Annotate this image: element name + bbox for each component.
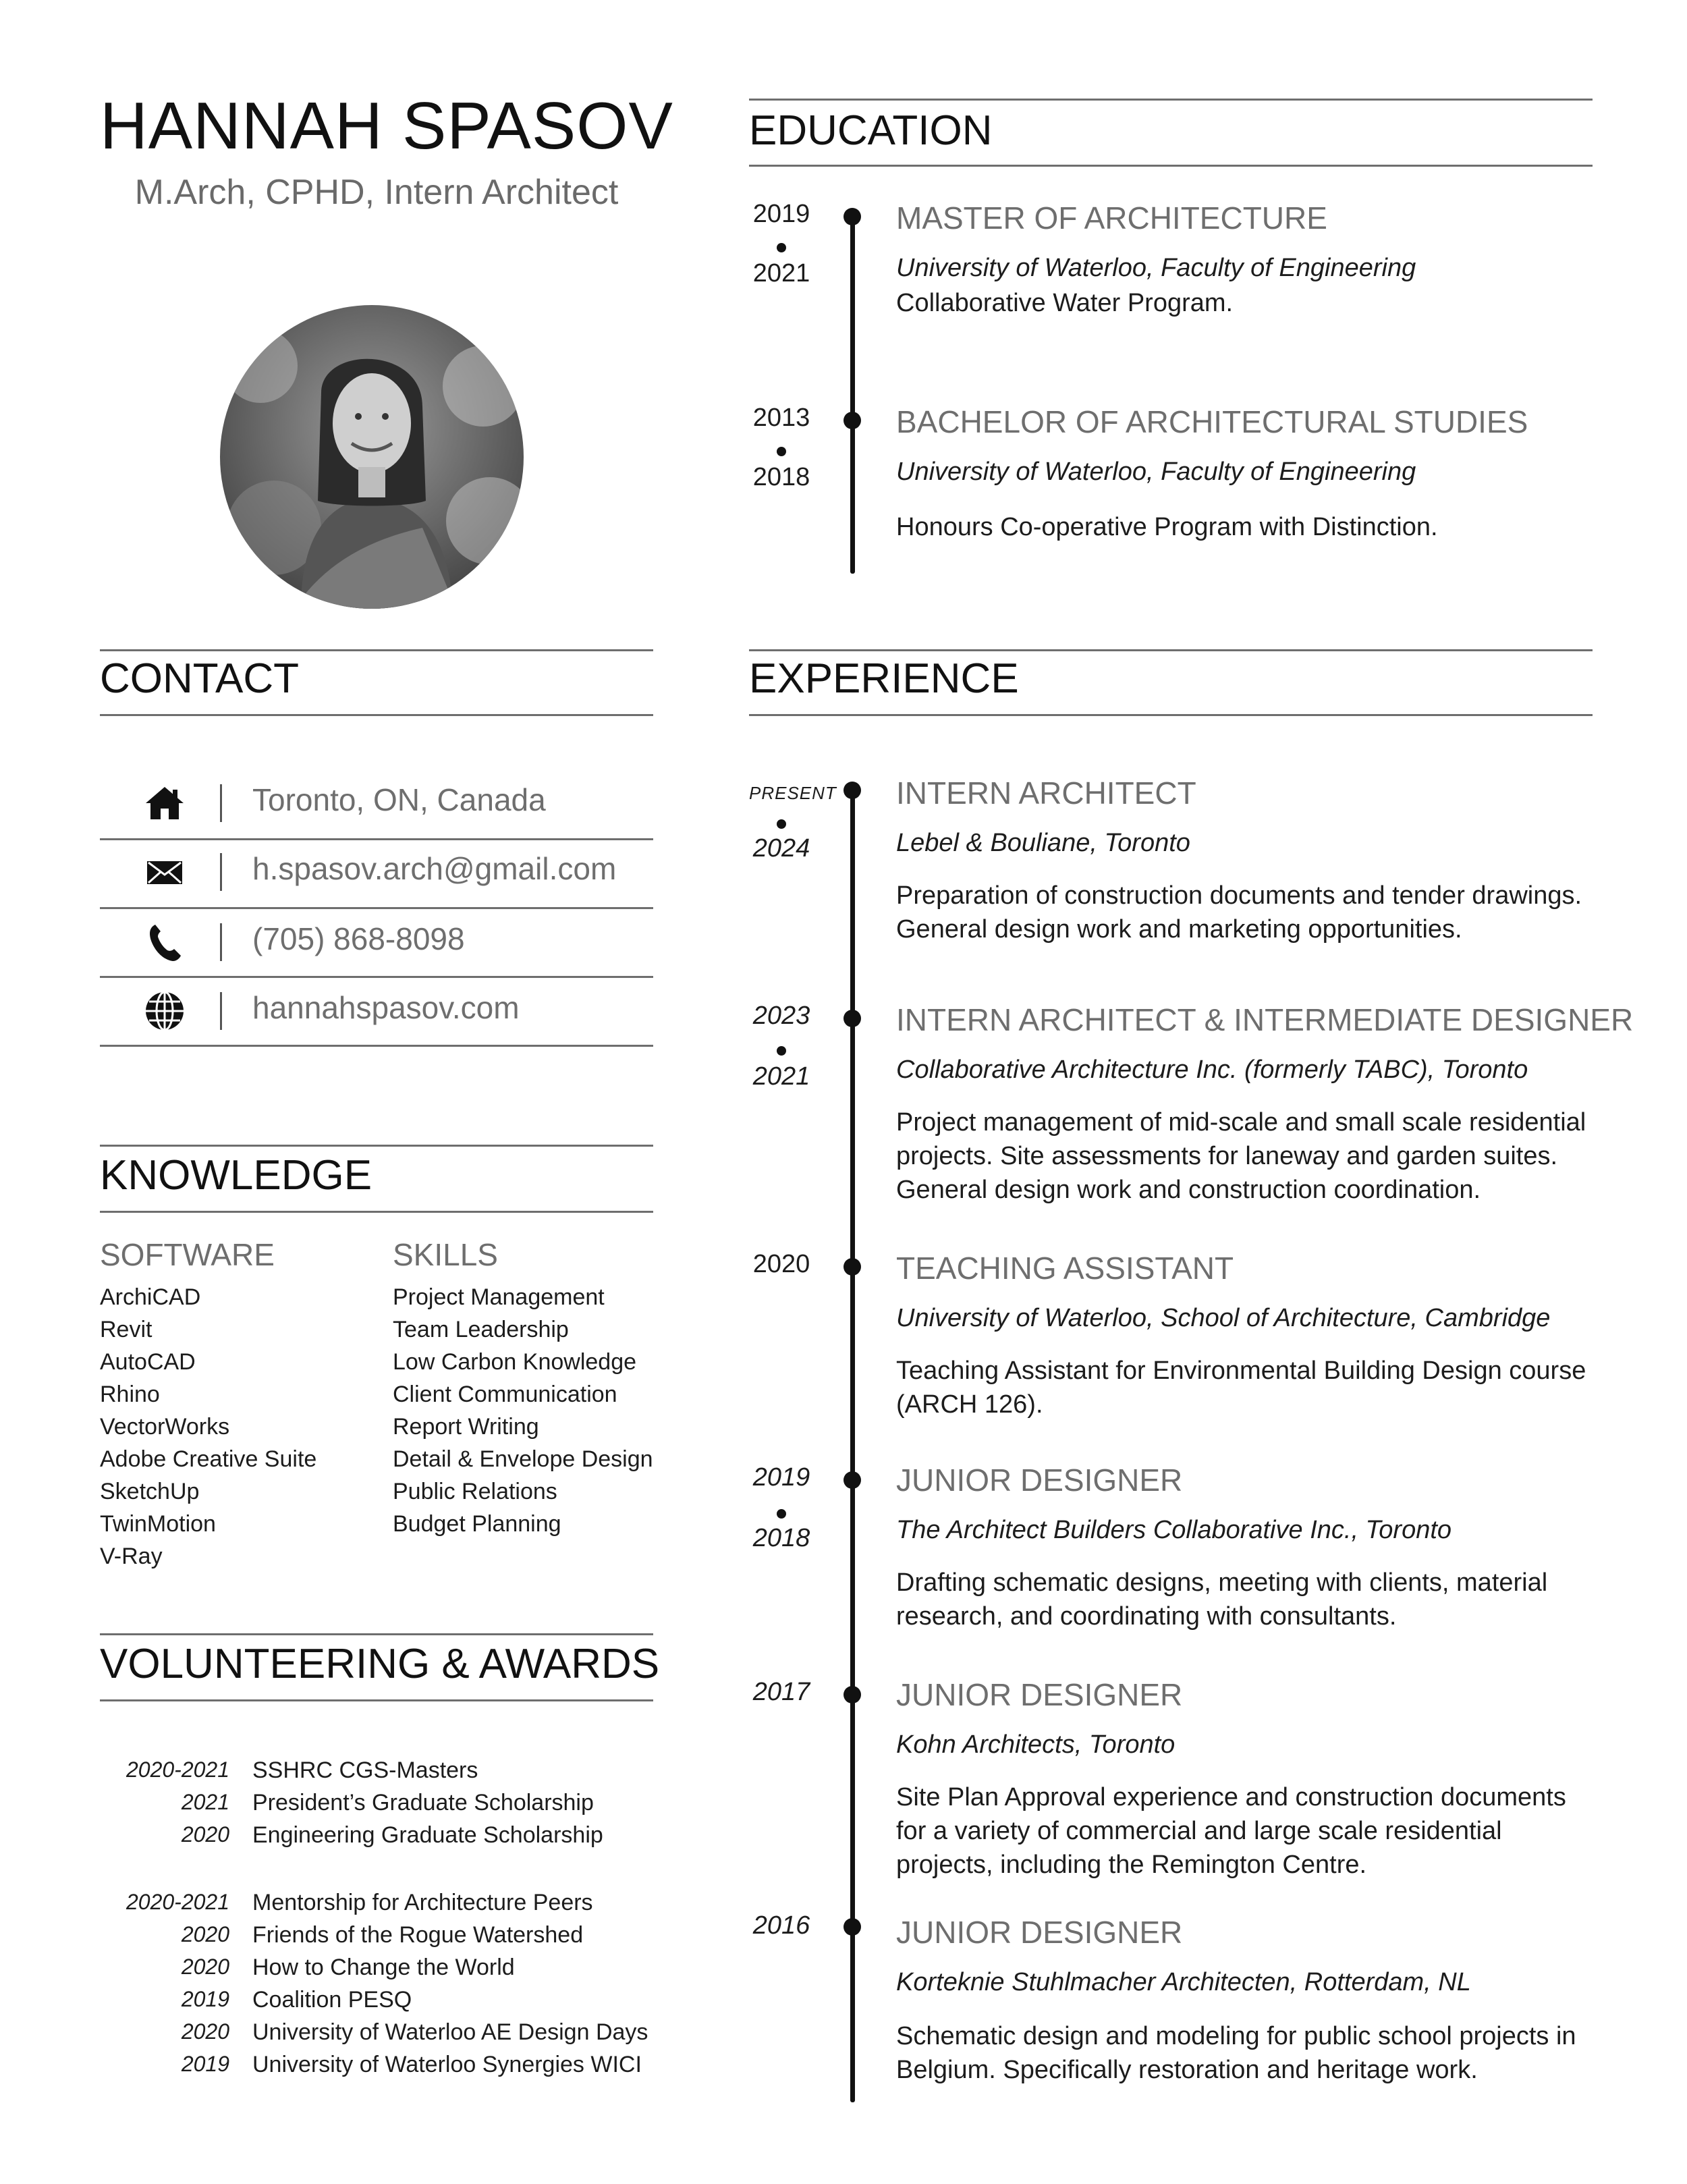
education-year-end: 2018 <box>752 463 810 491</box>
experience-year-end: 2024 <box>752 834 810 863</box>
volunteering-name: Friends of the Rogue Watershed <box>252 1922 584 1948</box>
volunteering-row <box>100 1987 667 2019</box>
award-name: President’s Graduate Scholarship <box>252 1790 594 1816</box>
list-item: Report Writing <box>393 1414 539 1440</box>
contact-top-rule <box>100 649 653 651</box>
globe-icon <box>143 989 186 1033</box>
education-heading: EDUCATION <box>749 107 993 154</box>
education-bottom-rule <box>749 165 1593 167</box>
year-separator-dot <box>777 819 786 829</box>
phone-icon <box>143 921 186 964</box>
contact-address <box>100 769 653 837</box>
list-item: Rhino <box>100 1382 160 1407</box>
volunteering-year: 2019 <box>181 2052 229 2076</box>
award-name: SSHRC CGS-Masters <box>252 1757 478 1783</box>
year-separator-dot <box>777 447 786 456</box>
contact-email[interactable] <box>100 838 653 906</box>
timeline-dot <box>844 782 861 799</box>
list-item: SketchUp <box>100 1479 200 1504</box>
experience-title: JUNIOR DESIGNER <box>896 1915 1183 1950</box>
award-row <box>100 1790 667 1822</box>
home-icon <box>143 782 186 825</box>
volunteering-row <box>100 2052 667 2084</box>
experience-title: JUNIOR DESIGNER <box>896 1677 1183 1712</box>
volunteering-name: University of Waterloo AE Design Days <box>252 2019 648 2045</box>
experience-desc: Project management of mid-scale and small scale residential projects. Site assessments for laneway and garden suites. General design work and construction coordination. <box>896 1108 1586 1204</box>
resume-subtitle: M.Arch, CPHD, Intern Architect <box>134 173 619 212</box>
year-separator-dot <box>777 1046 786 1056</box>
volunteering-year: 2019 <box>181 1987 229 2011</box>
experience-desc: Teaching Assistant for Environmental Building Design course (ARCH 126). <box>896 1357 1586 1419</box>
list-item: Public Relations <box>393 1479 557 1504</box>
skills-list <box>393 1281 653 1540</box>
timeline-dot <box>844 1258 861 1276</box>
experience-title: JUNIOR DESIGNER <box>896 1463 1183 1498</box>
award-row <box>100 1822 667 1855</box>
experience-title: TEACHING ASSISTANT <box>896 1251 1234 1286</box>
year-separator-dot <box>777 243 786 252</box>
list-item: AutoCAD <box>100 1349 196 1375</box>
experience-year-end: 2021 <box>752 1062 810 1091</box>
experience-year-end: 2018 <box>752 1524 810 1552</box>
volunteering-name: University of Waterloo Synergies WICI <box>252 2052 642 2077</box>
list-item: Adobe Creative Suite <box>100 1446 317 1472</box>
experience-bottom-rule <box>749 714 1593 716</box>
experience-year-start: 2017 <box>752 1678 810 1706</box>
volunteering-year: 2020 <box>181 2019 229 2044</box>
experience-org: University of Waterloo, School of Architecture, Cambridge <box>896 1304 1551 1332</box>
profile-photo <box>220 305 524 609</box>
contact-bottom-rule <box>100 714 653 716</box>
skills-heading: SKILLS <box>393 1237 498 1272</box>
volunteering-name: Coalition PESQ <box>252 1987 412 2013</box>
timeline-dot <box>844 208 861 225</box>
timeline-dot <box>844 1471 861 1489</box>
volunteering-bottom-rule <box>100 1699 653 1701</box>
list-item: Team Leadership <box>393 1317 569 1342</box>
experience-top-rule <box>749 649 1593 651</box>
list-item: Client Communication <box>393 1382 617 1407</box>
timeline-dot <box>844 1918 861 1936</box>
volunteering-row <box>100 1890 667 1922</box>
award-row <box>100 1757 667 1790</box>
list-item: Project Management <box>393 1284 605 1310</box>
timeline-dot <box>844 412 861 429</box>
experience-desc: Preparation of construction documents and tender drawings. General design work and marketing opportunities. <box>896 881 1582 944</box>
list-item: Detail & Envelope Design <box>393 1446 653 1472</box>
volunteering-row <box>100 2019 667 2052</box>
experience-desc: Schematic design and modeling for public school projects in Belgium. Specifically restoration and heritage work. <box>896 2022 1576 2084</box>
software-heading: SOFTWARE <box>100 1237 275 1272</box>
experience-year-start: 2023 <box>752 1002 810 1030</box>
envelope-icon <box>143 850 186 894</box>
experience-year-start: 2016 <box>752 1911 810 1940</box>
education-title: MASTER OF ARCHITECTURE <box>896 200 1327 236</box>
education-desc: Honours Co-operative Program with Distinction. <box>896 513 1438 541</box>
list-item: Low Carbon Knowledge <box>393 1349 637 1375</box>
education-title: BACHELOR OF ARCHITECTURAL STUDIES <box>896 404 1528 439</box>
award-year: 2020 <box>181 1822 229 1847</box>
volunteering-name: How to Change the World <box>252 1955 515 1980</box>
experience-desc: Site Plan Approval experience and construction documents for a variety of commercial and large scale residential projects, including the Remington Centre. <box>896 1783 1566 1879</box>
knowledge-top-rule <box>100 1145 653 1147</box>
education-desc: Collaborative Water Program. <box>896 289 1234 317</box>
experience-org: Lebel & Bouliane, Toronto <box>896 829 1190 857</box>
knowledge-bottom-rule <box>100 1211 653 1213</box>
education-year-end: 2021 <box>752 259 810 288</box>
separator <box>220 853 222 891</box>
education-timeline <box>850 209 855 574</box>
software-list <box>100 1281 316 1573</box>
experience-org: The Architect Builders Collaborative Inc., Toronto <box>896 1516 1452 1544</box>
experience-year-start: 2019 <box>752 1463 810 1492</box>
contact-phone[interactable] <box>100 908 653 976</box>
list-item: ArchiCAD <box>100 1284 201 1310</box>
knowledge-heading: KNOWLEDGE <box>100 1152 372 1199</box>
phone-text[interactable]: (705) 868-8098 <box>252 921 465 956</box>
award-year: 2021 <box>181 1790 229 1814</box>
timeline-dot <box>844 1686 861 1703</box>
separator <box>220 992 222 1030</box>
experience-org: Korteknie Stuhlmacher Architecten, Rotterdam, NL <box>896 1968 1471 1996</box>
award-name: Engineering Graduate Scholarship <box>252 1822 603 1848</box>
experience-desc: Drafting schematic designs, meeting with clients, material research, and coordinating with consultants. <box>896 1568 1548 1631</box>
experience-org: Kohn Architects, Toronto <box>896 1730 1176 1759</box>
education-year-start: 2019 <box>752 200 810 228</box>
timeline-dot <box>844 1010 861 1027</box>
contact-website[interactable] <box>100 977 653 1045</box>
contact-heading: CONTACT <box>100 655 300 702</box>
experience-timeline <box>850 783 855 2102</box>
experience-title: INTERN ARCHITECT & INTERMEDIATE DESIGNER <box>896 1002 1634 1037</box>
list-item: V-Ray <box>100 1544 163 1569</box>
list-item: Budget Planning <box>393 1511 561 1537</box>
experience-year-start: PRESENT <box>749 783 837 803</box>
list-item: Revit <box>100 1317 153 1342</box>
experience-title: INTERN ARCHITECT <box>896 775 1196 811</box>
separator <box>220 784 222 822</box>
award-year: 2020-2021 <box>126 1757 229 1782</box>
experience-heading: EXPERIENCE <box>749 655 1019 702</box>
volunteering-name: Mentorship for Architecture Peers <box>252 1890 593 1915</box>
education-year-start: 2013 <box>752 404 810 432</box>
volunteering-year: 2020 <box>181 1922 229 1946</box>
address-text: Toronto, ON, Canada <box>252 782 546 817</box>
volunteering-row <box>100 1922 667 1955</box>
divider <box>100 1045 653 1047</box>
list-item: VectorWorks <box>100 1414 230 1440</box>
volunteering-top-rule <box>100 1633 653 1635</box>
year-separator-dot <box>777 1509 786 1519</box>
website-link[interactable]: hannahspasov.com <box>252 990 520 1025</box>
education-org: University of Waterloo, Faculty of Engineering <box>896 254 1416 282</box>
experience-year-start: 2020 <box>752 1250 810 1278</box>
list-item: TwinMotion <box>100 1511 216 1537</box>
education-top-rule <box>749 99 1593 101</box>
education-org: University of Waterloo, Faculty of Engineering <box>896 458 1416 486</box>
email-link[interactable]: h.spasov.arch@gmail.com <box>252 851 617 886</box>
volunteering-year: 2020 <box>181 1955 229 1979</box>
resume-name: HANNAH SPASOV <box>100 88 673 163</box>
volunteering-row <box>100 1955 667 1987</box>
volunteering-heading: VOLUNTEERING & AWARDS <box>100 1641 660 1687</box>
experience-org: Collaborative Architecture Inc. (formerly TABC), Toronto <box>896 1056 1528 1084</box>
separator <box>220 923 222 961</box>
volunteering-year: 2020-2021 <box>126 1890 229 1914</box>
